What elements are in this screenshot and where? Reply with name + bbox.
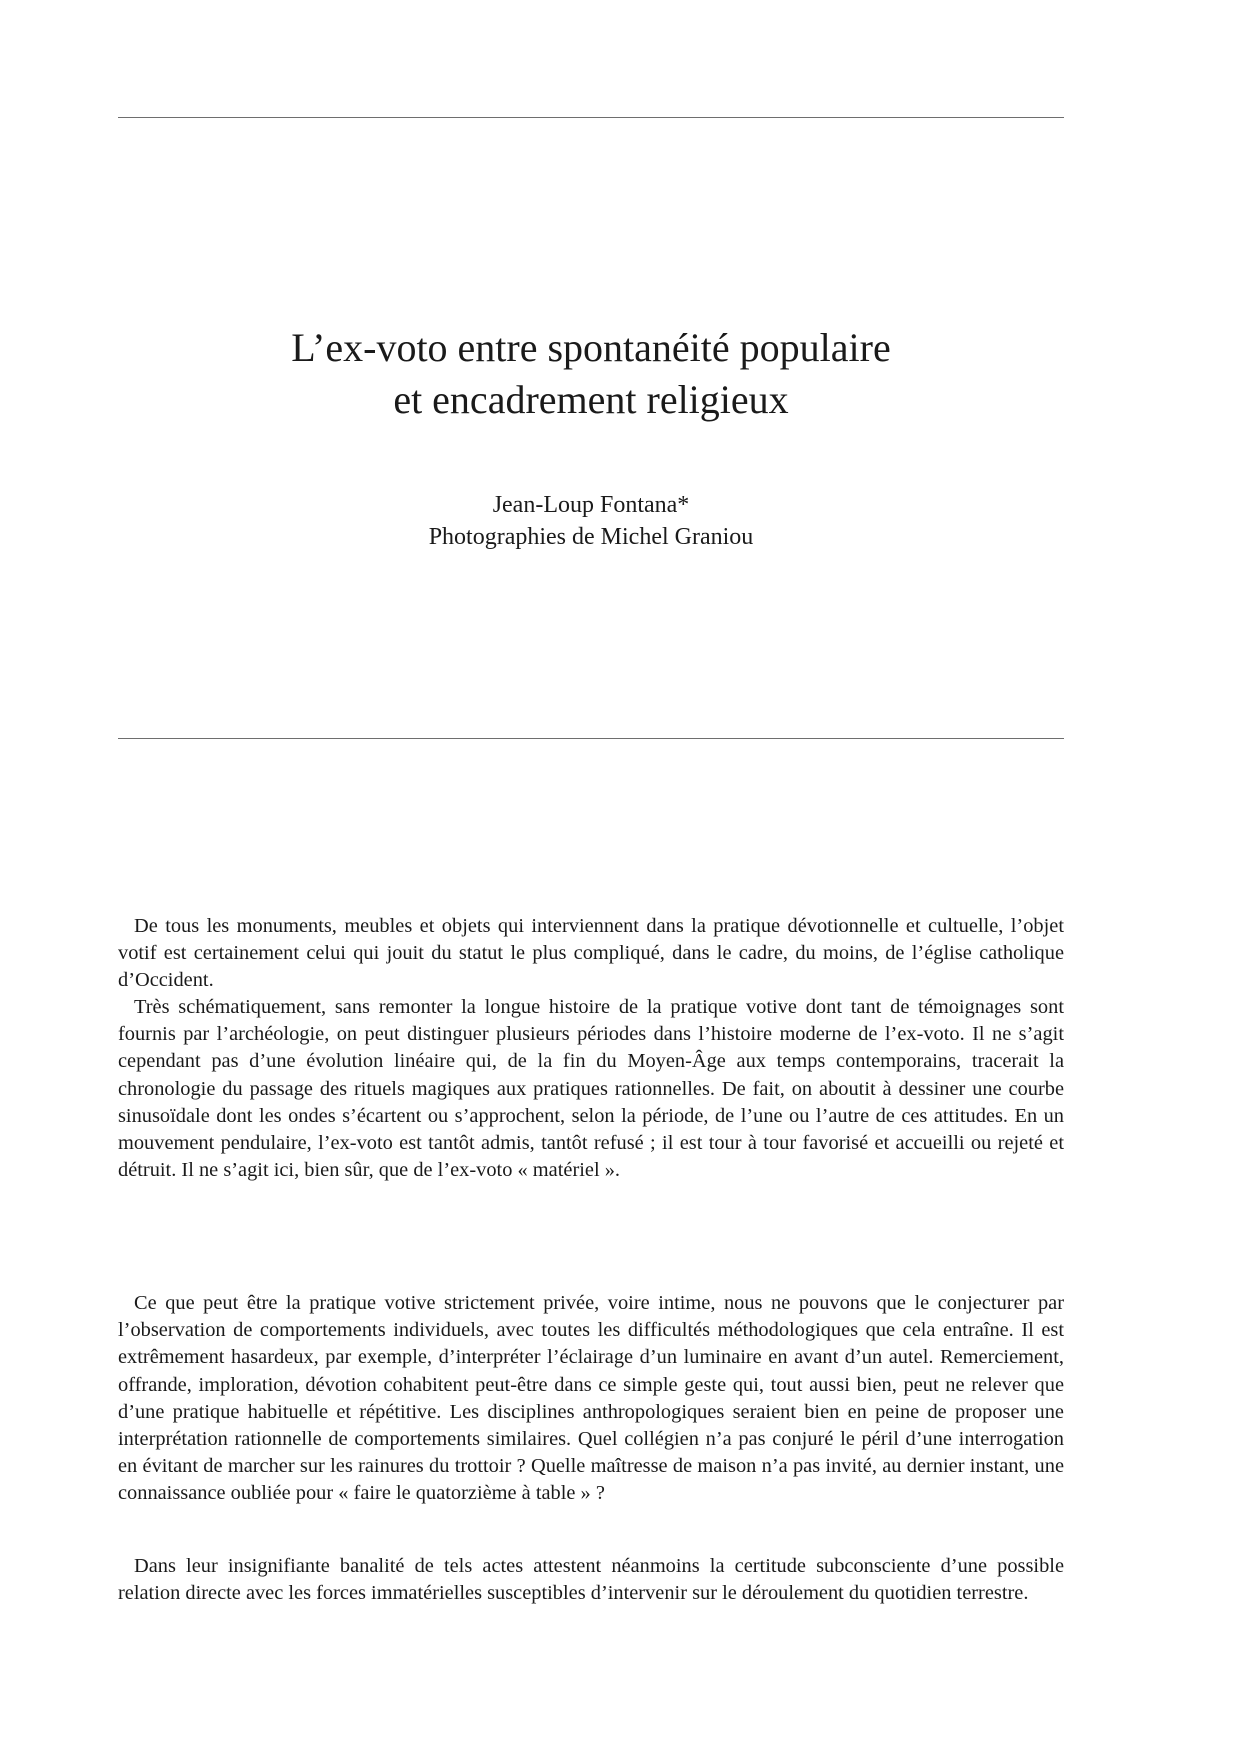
body-paragraph-1: De tous les monuments, meubles et objets qui interviennent dans la pratique dévotionnelle et cultuelle, l’objet votif est certainement celui qui jouit du statut le plus compliqué, dans le cadre, du moins, de l’église catholique d’Occident. bbox=[118, 915, 1064, 992]
top-rule bbox=[118, 117, 1064, 118]
byline bbox=[118, 489, 1064, 553]
article-title-line-1: L’ex-voto entre spontanéité populaire bbox=[291, 325, 891, 370]
author-name: Jean-Loup Fontana* bbox=[492, 492, 690, 518]
body-paragraph-2: Très schématiquement, sans remonter la longue histoire de la pratique votive dont tant de témoignages sont fournis par l’archéologie, on peut distinguer plusieurs périodes dans l’histoire moderne de l’ex-voto. Il ne s’agit cependant pas d’une évolution linéaire qui, de la fin du Moyen-Âge aux temps contemporains, tracerait la chronologie du passage des rituels magiques aux pratiques rationnelles. De fait, on aboutit à dessiner une courbe sinusoïdale dont les ondes s’écartent ou s’approchent, selon la période, de l’une ou l’autre de ces attitudes. En un mouvement pendulaire, l’ex-voto est tantôt admis, tantôt refusé ; il est tour à tour favorisé et accueilli ou rejeté et détruit. Il ne s’agit ici, bien sûr, que de l’ex-voto « matériel ». bbox=[118, 996, 1064, 1182]
photographer-credit: Photographies de Michel Graniou bbox=[428, 524, 754, 550]
article-title-line-2: et encadrement religieux bbox=[393, 377, 789, 422]
section-rule bbox=[118, 738, 1064, 739]
body-paragraph-3: Ce que peut être la pratique votive strictement privée, voire intime, nous ne pouvons que le conjecturer par l’observation de comportements individuels, avec toutes les difficultés méthodologiques que cela entraîne. Il est extrêmement hasardeux, par exemple, d’interpréter l’éclairage d’un luminaire en avant d’un autel. Remerciement, offrande, imploration, dévotion cohabitent peut-être dans ce simple geste qui, tout aussi bien, peut ne relever que d’une pratique habituelle et répétitive. Les disciplines anthropologiques seraient bien en peine de proposer une interprétation rationnelle de comportements similaires. Quel collégien n’a pas conjuré le péril d’une interrogation en évitant de marcher sur les rainures du trottoir ? Quelle maîtresse de maison n’a pas invité, au dernier instant, une connaissance oubliée pour « faire le quatorzième à table » ? bbox=[118, 1292, 1064, 1505]
body-paragraph-4: Dans leur insignifiante banalité de tels actes attestent néanmoins la certitude subconsciente d’une possible relation directe avec les forces immatérielles susceptibles d’intervenir sur le déroulement du quotidien terrestre. bbox=[118, 1555, 1064, 1605]
article-title bbox=[118, 322, 1064, 426]
